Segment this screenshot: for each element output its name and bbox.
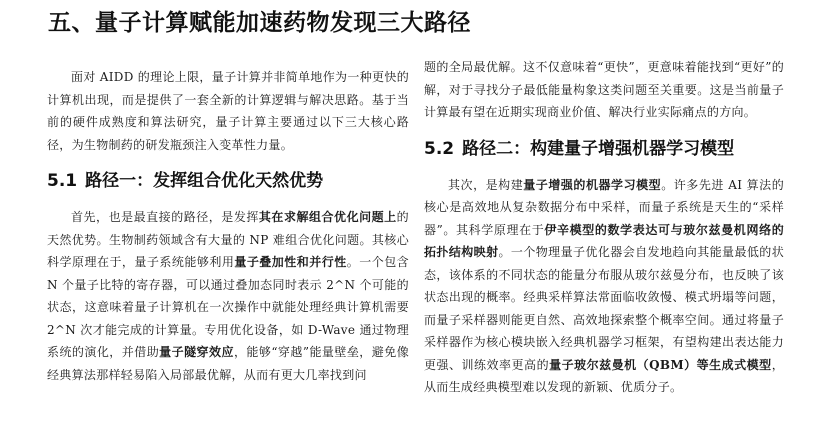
bold-run: 其在求解组合优化问题上 [258,210,397,224]
heading-text: 路径一：发挥组合优化天然优势 [85,171,324,191]
path-two-paragraph [424,174,784,399]
bold-run: 伊辛模型的数学表达可与玻尔兹曼机网络的拓扑结构映射 [424,222,784,259]
path-one-paragraph [47,206,409,386]
bold-run: 量子增强的机器学习模型 [523,177,662,192]
text-run: ，能够“穿越”能量壁垒，避免像经典算法那样轻易陷入局部最优解，从而有更大几率找到问 [47,345,409,382]
intro-paragraph: 面对 AIDD 的理论上限，量子计算并非简单地作为一种更快的计算机出现，而是提供了一套全新的计算逻辑与解决思路。基于当前的硬件成熟度和算法研究，量子计算主要通过以下三大核心路径，为生物制药的研发瓶颈注入变革性力量。 [47,70,409,152]
text-run: 。许多先进 AI 算法的核心是高效地从复杂数据分布中采样，而量子系统是天生的“采样器”。其科学原理在于 [424,177,784,237]
heading-number: 5.2 [424,138,455,159]
text-run: 的天然优势。生物制药领域含有大量的 NP 难组合优化问题。其核心科学原理在于，量子系统能够利用 [47,210,409,269]
heading-number: 5.1 [47,171,78,191]
text-run: ，从而生成经典模型难以发现的新颖、优质分子。 [424,357,784,394]
bold-run: 量子叠加性和并行性 [234,255,347,269]
text-run: 。一个物理量子优化器会自发地趋向其能量最低的状态，该体系的不同状态的能量分布服从玻尔兹曼分布，也反映了该状态出现的概率。经典采样算法常面临收敛慢、模式坍塌等问题，而量子采样器则能更自然、高效地探索整个概率空间。通过将量子采样器作为核心模块嵌入经典机器学习框架，有望构建出表达能力更强、训练效率更高的 [424,245,784,372]
heading-5-1 [47,168,409,194]
text-run: 首先，也是最直接的路径，是发挥 [71,210,259,224]
section-title: 五、量子计算赋能加速药物发现三大路径 [48,10,471,36]
right-column [424,56,784,399]
text-run: 其次，是构建 [448,177,524,192]
heading-5-2 [424,136,784,162]
text-run: 。一个包含 N 个量子比特的寄存器，可以通过叠加态同时表示 2^N 个可能的状态，这意味着量子计算机在一次操作中就能处理经典计算机需要 2^N 次才能完成的计算量。专用优化设备，如 D-Wave 通过物理系统的演化，并借助 [47,255,409,359]
bold-run: 量子隧穿效应 [159,345,234,359]
continued-paragraph: 题的全局最优解。这不仅意味着“更快”，更意味着能找到“更好”的解，对于寻找分子最低能量构象这类问题至关重要。这是当前量子计算最有望在近期实现商业价值、解决行业实际痛点的方向。 [424,60,784,119]
bold-run: 量子玻尔兹曼机（QBM）等生成式模型 [549,357,772,372]
heading-text: 路径二：构建量子增强机器学习模型 [462,138,735,159]
left-column [47,66,409,386]
